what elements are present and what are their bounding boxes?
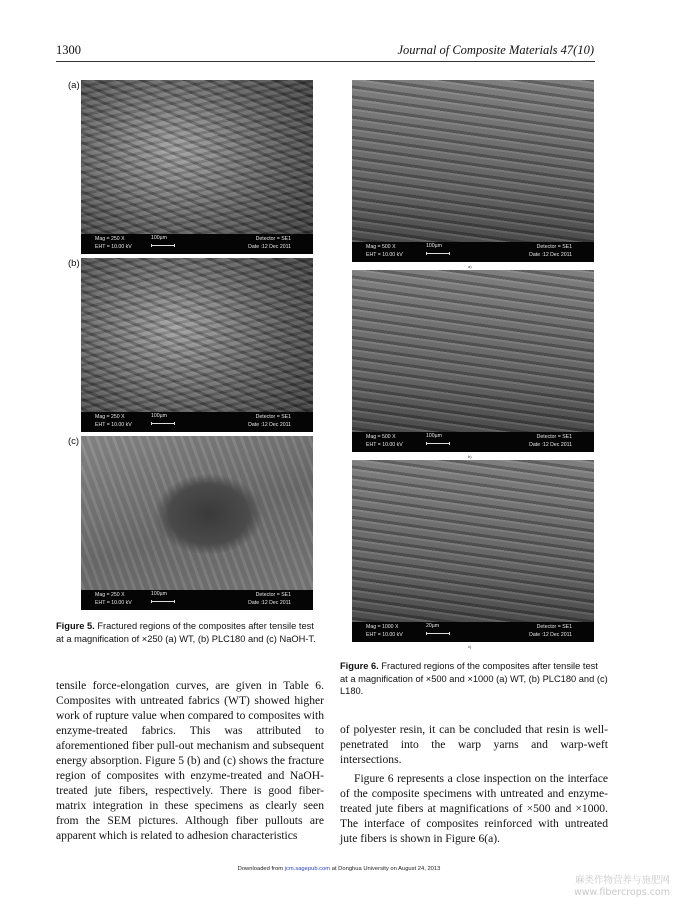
figure6-caption-label: Figure 6. bbox=[340, 661, 379, 671]
download-footer bbox=[0, 866, 678, 872]
sem-scale-label: 100µm bbox=[151, 413, 167, 419]
body-paragraph: of polyester resin, it can be concluded that resin is well-penetrated into the warp yarns and warp-weft intersections. bbox=[340, 723, 608, 766]
sem-info-bar bbox=[352, 432, 594, 452]
sem-detector: Detector = SE1 bbox=[536, 434, 572, 440]
body-paragraph: Figure 6 represents a close inspection on the interface of the composite specimens with untreated and enzyme-treated jute fibers at magnifications of ×500 and ×1000. The interface of composites reinforced with untreated jute fibers is shown in Figure 6(a). bbox=[340, 772, 608, 845]
sem-mag: Mag = 250 X bbox=[95, 236, 125, 242]
figure6-caption-text: Fractured regions of the composites after tensile test at a magnification of ×500 and ×1000 (a) WT, (b) PLC180 and (c) L180. bbox=[340, 661, 608, 696]
sem-info-bar bbox=[352, 622, 594, 642]
sem-scale-bar bbox=[426, 252, 450, 255]
fig5-panel-c-label: (c) bbox=[68, 436, 80, 447]
sem-scale-bar bbox=[426, 632, 450, 635]
sem-eht: EHT = 10.00 kV bbox=[366, 442, 403, 448]
sem-scale-label: 100µm bbox=[151, 591, 167, 597]
sem-eht: EHT = 10.00 kV bbox=[366, 632, 403, 638]
sem-detector: Detector = SE1 bbox=[536, 624, 572, 630]
figure5-caption-label: Figure 5. bbox=[56, 621, 95, 631]
fig5-panel-b-label: (b) bbox=[68, 258, 80, 269]
fig6-panel-a-image bbox=[352, 80, 594, 262]
sem-date: Date :12 Dec 2011 bbox=[248, 244, 291, 250]
sem-info-bar bbox=[81, 590, 313, 610]
watermark-line2: www.fibercrops.com bbox=[573, 887, 670, 898]
right-column bbox=[340, 722, 608, 846]
fig5-panel-c-image bbox=[81, 436, 313, 610]
sem-scale-bar bbox=[151, 422, 175, 425]
sem-detector: Detector = SE1 bbox=[536, 244, 572, 250]
fig6-sublabel-c: c) bbox=[468, 644, 472, 649]
sem-eht: EHT = 10.00 kV bbox=[95, 422, 132, 428]
figure6-caption bbox=[340, 660, 608, 698]
fig6-sublabel-a: a) bbox=[468, 264, 472, 269]
body-paragraph: tensile force-elongation curves, are given in Table 6. Composites with untreated fabrics (WT) showed higher work of rupture value when compared to composites with enzyme-treated fabrics. This was attributed to aforementioned fiber pull-out mechanism and subsequent energy absorption. Figure 5 (b) and (c) shows the fracture region of composites with enzyme-treated and NaOH-treated jute fibers, respectively. There is good fiber-matrix integration in these specimens as clearly seen from the SEM pictures. Although fiber pullouts are apparent which is related to adhesion characteristics bbox=[56, 679, 324, 842]
sem-detector: Detector = SE1 bbox=[255, 592, 291, 598]
sem-mag: Mag = 250 X bbox=[95, 414, 125, 420]
sem-eht: EHT = 10.00 kV bbox=[95, 244, 132, 250]
fig6-sublabel-b: b) bbox=[468, 454, 472, 459]
fig6-panel-b-image bbox=[352, 270, 594, 452]
sem-scale-label: 100µm bbox=[426, 243, 442, 249]
figure5-caption bbox=[56, 620, 324, 645]
sem-scale-label: 100µm bbox=[426, 433, 442, 439]
watermark bbox=[574, 875, 670, 899]
fig5-panel-a-image bbox=[81, 80, 313, 254]
sem-date: Date :12 Dec 2011 bbox=[529, 632, 572, 638]
sem-detector: Detector = SE1 bbox=[255, 414, 291, 420]
sem-detector: Detector = SE1 bbox=[255, 236, 291, 242]
fig6-panel-c-image bbox=[352, 460, 594, 642]
fig5-panel-b-image bbox=[81, 258, 313, 432]
page-number: 1300 bbox=[56, 43, 81, 57]
sem-scale-bar bbox=[151, 244, 175, 247]
sem-date: Date :12 Dec 2011 bbox=[248, 600, 291, 606]
sem-mag: Mag = 1000 X bbox=[366, 624, 399, 630]
sem-info-bar bbox=[352, 242, 594, 262]
sem-info-bar bbox=[81, 234, 313, 254]
sem-date: Date :12 Dec 2011 bbox=[248, 422, 291, 428]
sem-scale-label: 20µm bbox=[426, 623, 440, 629]
sem-mag: Mag = 500 X bbox=[366, 244, 396, 250]
footer-prefix: Downloaded from bbox=[237, 866, 285, 872]
sem-scale-label: 100µm bbox=[151, 235, 167, 241]
footer-suffix: at Donghua University on August 24, 2013 bbox=[330, 866, 441, 872]
footer-link[interactable]: jcm.sagepub.com bbox=[284, 866, 331, 872]
sem-scale-bar bbox=[426, 442, 450, 445]
figure5-caption-text: Fractured regions of the composites after tensile test at a magnification of ×250 (a) WT, (b) PLC180 and (c) NaOH-T. bbox=[56, 621, 316, 644]
journal-title: Journal of Composite Materials 47(10) bbox=[397, 43, 594, 57]
sem-date: Date :12 Dec 2011 bbox=[529, 252, 572, 258]
watermark-line1: 麻类作物营养与施肥网 bbox=[574, 875, 670, 886]
sem-mag: Mag = 500 X bbox=[366, 434, 396, 440]
sem-scale-bar bbox=[151, 600, 175, 603]
sem-mag: Mag = 250 X bbox=[95, 592, 125, 598]
sem-date: Date :12 Dec 2011 bbox=[529, 442, 572, 448]
left-column bbox=[56, 678, 324, 843]
sem-eht: EHT = 10.00 kV bbox=[366, 252, 403, 258]
sem-info-bar bbox=[81, 412, 313, 432]
fig5-panel-a-label: (a) bbox=[68, 80, 80, 91]
header-rule bbox=[56, 61, 595, 62]
sem-eht: EHT = 10.00 kV bbox=[95, 600, 132, 606]
